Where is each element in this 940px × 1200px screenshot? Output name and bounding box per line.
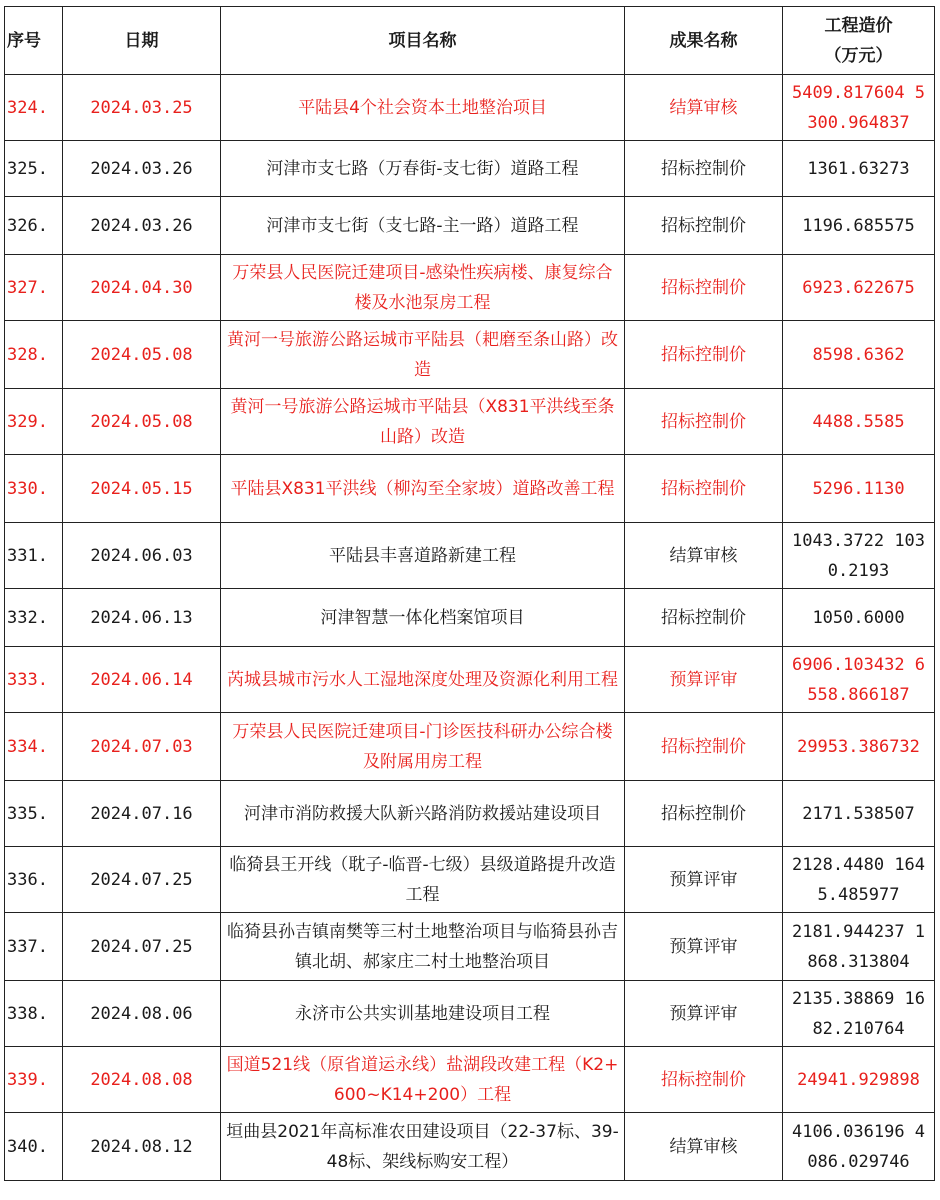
row-result: 招标控制价 [625,197,783,255]
row-project-name: 河津智慧一体化档案馆项目 [221,589,625,647]
row-project-name: 黄河一号旅游公路运城市平陆县（耙磨至条山路）改造 [221,321,625,389]
row-date: 2024.06.14 [63,647,221,713]
row-cost: 4106.036196 4086.029746 [783,1113,935,1181]
row-result: 招标控制价 [625,589,783,647]
row-date: 2024.07.16 [63,781,221,847]
row-result: 招标控制价 [625,1047,783,1113]
row-result: 招标控制价 [625,713,783,781]
row-result: 结算审核 [625,75,783,141]
header-cost-line1: 工程造价 [824,15,893,36]
row-result: 招标控制价 [625,255,783,321]
row-date: 2024.03.26 [63,197,221,255]
row-result: 预算评审 [625,913,783,981]
row-cost: 1050.6000 [783,589,935,647]
row-seq: 340. [5,1113,63,1181]
row-seq: 324. [5,75,63,141]
table-row [5,75,935,141]
row-cost: 24941.929898 [783,1047,935,1113]
row-cost: 1043.3722 1030.2193 [783,523,935,589]
row-date: 2024.07.25 [63,847,221,913]
header-project: 项目名称 [221,7,625,75]
table-row [5,781,935,847]
row-cost: 6906.103432 6558.866187 [783,647,935,713]
row-date: 2024.06.03 [63,523,221,589]
table-row [5,1113,935,1181]
row-seq: 326. [5,197,63,255]
row-seq: 329. [5,389,63,455]
row-cost: 5409.817604 5300.964837 [783,75,935,141]
table-row [5,913,935,981]
row-seq: 325. [5,141,63,197]
header-seq: 序号 [5,7,63,75]
row-seq: 331. [5,523,63,589]
row-seq: 328. [5,321,63,389]
row-seq: 336. [5,847,63,913]
row-project-name: 平陆县X831平洪线（柳沟至全家坡）道路改善工程 [221,455,625,523]
row-seq: 335. [5,781,63,847]
table-row [5,1047,935,1113]
row-project-name: 河津市消防救援大队新兴路消防救援站建设项目 [221,781,625,847]
row-project-name: 垣曲县2021年高标准农田建设项目（22-37标、39-48标、架线标购安工程） [221,1113,625,1181]
header-date: 日期 [63,7,221,75]
row-date: 2024.03.25 [63,75,221,141]
row-project-name: 临猗县王开线（耽子-临晋-七级）县级道路提升改造工程 [221,847,625,913]
row-project-name: 万荣县人民医院迁建项目-感染性疾病楼、康复综合楼及水池泵房工程 [221,255,625,321]
table-row [5,141,935,197]
table-row [5,255,935,321]
row-seq: 338. [5,981,63,1047]
row-date: 2024.08.08 [63,1047,221,1113]
row-project-name: 临猗县孙吉镇南樊等三村土地整治项目与临猗县孙吉镇北胡、郝家庄二村土地整治项目 [221,913,625,981]
row-cost: 2135.38869 1682.210764 [783,981,935,1047]
row-cost: 4488.5585 [783,389,935,455]
row-cost: 6923.622675 [783,255,935,321]
row-date: 2024.05.15 [63,455,221,523]
table-row [5,589,935,647]
row-result: 招标控制价 [625,321,783,389]
row-cost: 8598.6362 [783,321,935,389]
row-project-name: 永济市公共实训基地建设项目工程 [221,981,625,1047]
row-date: 2024.05.08 [63,389,221,455]
row-date: 2024.07.25 [63,913,221,981]
row-date: 2024.07.03 [63,713,221,781]
row-result: 招标控制价 [625,389,783,455]
row-seq: 330. [5,455,63,523]
table-row [5,523,935,589]
row-cost: 1361.63273 [783,141,935,197]
row-project-name: 万荣县人民医院迁建项目-门诊医技科研办公综合楼及附属用房工程 [221,713,625,781]
table-row [5,981,935,1047]
row-cost: 2128.4480 1645.485977 [783,847,935,913]
row-project-name: 河津市支七路（万春街-支七街）道路工程 [221,141,625,197]
row-date: 2024.06.13 [63,589,221,647]
row-date: 2024.08.12 [63,1113,221,1181]
table-row [5,713,935,781]
row-cost: 1196.685575 [783,197,935,255]
row-project-name: 河津市支七街（支七路-主一路）道路工程 [221,197,625,255]
row-result: 预算评审 [625,981,783,1047]
row-date: 2024.05.08 [63,321,221,389]
row-project-name: 国道521线（原省道运永线）盐湖段改建工程（K2+600~K14+200）工程 [221,1047,625,1113]
row-project-name: 芮城县城市污水人工湿地深度处理及资源化利用工程 [221,647,625,713]
header-cost-line2: （万元） [824,45,893,66]
table-row [5,389,935,455]
row-cost: 5296.1130 [783,455,935,523]
row-seq: 339. [5,1047,63,1113]
row-result: 招标控制价 [625,455,783,523]
row-result: 招标控制价 [625,781,783,847]
row-seq: 327. [5,255,63,321]
table-row [5,847,935,913]
row-seq: 337. [5,913,63,981]
table-row [5,647,935,713]
table-row [5,321,935,389]
row-result: 招标控制价 [625,141,783,197]
row-seq: 332. [5,589,63,647]
row-project-name: 黄河一号旅游公路运城市平陆县（X831平洪线至条山路）改造 [221,389,625,455]
row-project-name: 平陆县丰喜道路新建工程 [221,523,625,589]
row-result: 结算审核 [625,523,783,589]
header-cost [783,7,935,75]
row-cost: 29953.386732 [783,713,935,781]
row-date: 2024.04.30 [63,255,221,321]
table-row [5,455,935,523]
row-date: 2024.08.06 [63,981,221,1047]
row-result: 预算评审 [625,647,783,713]
row-seq: 334. [5,713,63,781]
header-result: 成果名称 [625,7,783,75]
row-seq: 333. [5,647,63,713]
row-date: 2024.03.26 [63,141,221,197]
row-project-name: 平陆县4个社会资本土地整治项目 [221,75,625,141]
row-cost: 2171.538507 [783,781,935,847]
row-result: 预算评审 [625,847,783,913]
row-cost: 2181.944237 1868.313804 [783,913,935,981]
table-row [5,197,935,255]
project-table [4,6,935,1181]
header-row [5,7,935,75]
row-result: 结算审核 [625,1113,783,1181]
